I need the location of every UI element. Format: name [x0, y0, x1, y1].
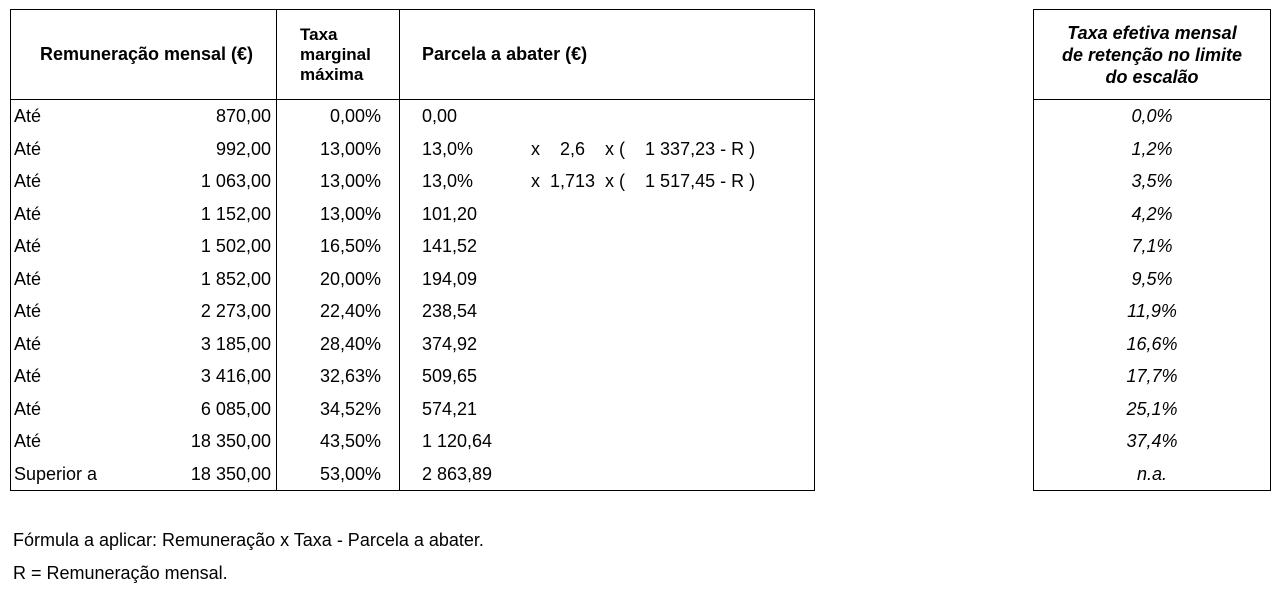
effective-rate-table: [1033, 9, 1271, 491]
header-taxa-line: Taxa: [300, 24, 338, 44]
table-row: [11, 230, 814, 263]
row-label: Até: [14, 171, 42, 191]
effective-rate-cell: 9,5%: [1131, 268, 1173, 289]
row-value: 3 185,00: [200, 333, 271, 354]
row-label: Até: [14, 268, 42, 289]
row-parcela: 2 863,89: [422, 463, 493, 484]
row-value: 3 416,00: [200, 366, 271, 386]
row-value: 1 852,00: [200, 268, 271, 289]
row-value: 1 502,00: [200, 236, 271, 256]
row-value: 18 350,00: [190, 463, 271, 484]
effective-rate-cell: 16,6%: [1126, 333, 1178, 354]
effective-rate-cell: 17,7%: [1126, 366, 1178, 386]
row-formula: x 2,6 x ( 1 337,23 - R ): [531, 138, 756, 159]
effective-rate-cell: 7,1%: [1131, 236, 1173, 256]
effective-rate-cell: 4,2%: [1131, 203, 1173, 224]
row-value: 1 063,00: [200, 171, 271, 191]
effective-rate-header: [1034, 10, 1270, 100]
row-formula: x 1,713 x ( 1 517,45 - R ): [531, 171, 756, 191]
header-taxa-marginal: [277, 10, 399, 99]
table-row: [11, 295, 814, 328]
row-taxa: 13,00%: [319, 138, 381, 159]
effective-rate-header-line: do escalão: [1105, 66, 1199, 87]
table-row: [11, 328, 814, 361]
row-parcela: 374,92: [422, 333, 478, 354]
row-taxa: 13,00%: [319, 171, 381, 191]
row-taxa: 53,00%: [319, 463, 381, 484]
effective-rate-header-line: Taxa efetiva mensal: [1067, 22, 1237, 43]
row-parcela: 1 120,64: [422, 431, 493, 451]
row-label: Até: [14, 431, 42, 451]
table-row: [11, 393, 814, 426]
effective-rate-cell: n.a.: [1136, 463, 1168, 484]
header-taxa-line: máxima: [300, 64, 364, 84]
table-row: [11, 458, 814, 491]
row-taxa: 43,50%: [319, 431, 381, 451]
row-label: Até: [14, 203, 42, 224]
tax-table-body: [11, 100, 814, 490]
effective-rate-cell: 37,4%: [1126, 431, 1178, 451]
tax-table: [10, 9, 815, 491]
formula-note: Fórmula a aplicar: Remuneração x Taxa - Parcela a abater.: [13, 530, 484, 550]
table-row: [11, 165, 814, 198]
effective-rate-cell: 25,1%: [1126, 398, 1178, 419]
header-taxa-line: marginal: [300, 44, 371, 64]
row-taxa: 32,63%: [319, 366, 381, 386]
row-parcela: 0,00: [422, 106, 458, 126]
row-parcela: 574,21: [422, 398, 478, 419]
header-remuneracao: Remuneração mensal (€): [39, 44, 254, 64]
row-taxa: 20,00%: [319, 268, 381, 289]
table-row: [11, 198, 814, 231]
row-parcela: 101,20: [422, 203, 478, 224]
row-parcela: 13,0%: [422, 138, 474, 159]
row-label: Até: [14, 333, 42, 354]
header-parcela: Parcela a abater (€): [422, 44, 588, 64]
table-row: [11, 360, 814, 393]
row-taxa: 0,00%: [329, 106, 381, 126]
row-parcela: 141,52: [422, 236, 478, 256]
row-label: Até: [14, 398, 42, 419]
row-taxa: 13,00%: [319, 203, 381, 224]
effective-rate-cell: 3,5%: [1131, 171, 1173, 191]
row-label: Até: [14, 106, 42, 126]
table-row: [11, 425, 814, 458]
row-taxa: 16,50%: [319, 236, 381, 256]
row-value: 870,00: [215, 106, 271, 126]
row-value: 992,00: [215, 138, 271, 159]
row-value: 18 350,00: [190, 431, 271, 451]
row-value: 2 273,00: [200, 301, 271, 321]
row-value: 1 152,00: [200, 203, 271, 224]
row-parcela: 509,65: [422, 366, 478, 386]
effective-rate-header-line: de retenção no limite: [1061, 44, 1243, 65]
row-label: Até: [14, 301, 42, 321]
row-parcela: 13,0%: [422, 171, 474, 191]
row-taxa: 22,40%: [319, 301, 381, 321]
row-taxa: 34,52%: [319, 398, 381, 419]
row-taxa: 28,40%: [319, 333, 381, 354]
row-value: 6 085,00: [200, 398, 271, 419]
row-label: Superior a: [14, 463, 98, 484]
effective-rate-body: [1034, 100, 1270, 490]
row-parcela: 238,54: [422, 301, 478, 321]
table-row: [11, 263, 814, 296]
table-row: [11, 100, 814, 133]
row-label: Até: [14, 138, 42, 159]
table-row: [11, 133, 814, 166]
tax-table-header: [11, 10, 814, 100]
effective-rate-cell: 11,9%: [1127, 301, 1177, 321]
effective-rate-cell: 0,0%: [1131, 106, 1173, 126]
row-label: Até: [14, 366, 42, 386]
row-label: Até: [14, 236, 42, 256]
effective-rate-cell: 1,2%: [1131, 138, 1173, 159]
r-definition-note: R = Remuneração mensal.: [13, 563, 228, 583]
row-parcela: 194,09: [422, 268, 478, 289]
